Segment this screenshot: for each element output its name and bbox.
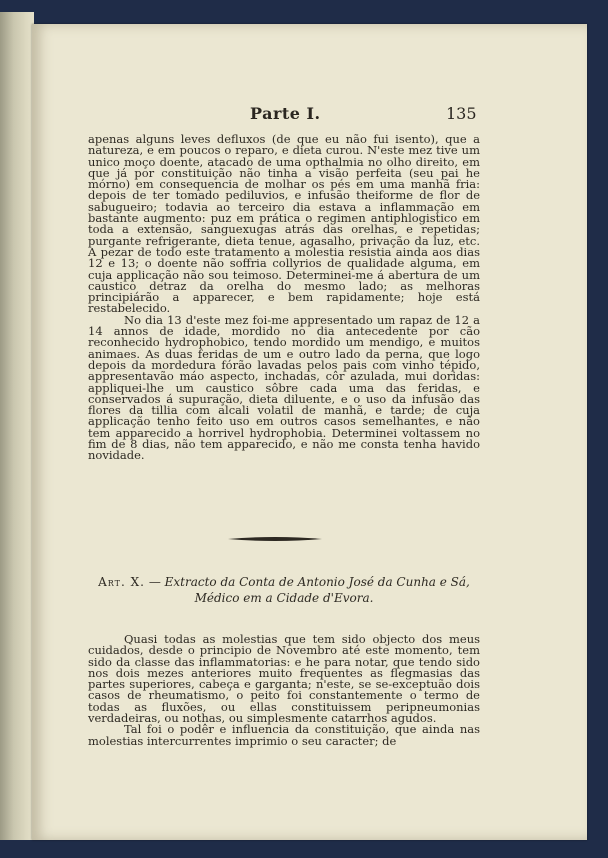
section-title: Parte I. xyxy=(250,104,321,123)
running-header xyxy=(32,104,587,126)
paragraph-opthalmia-case: apenas alguns leves defluxos (de que eu não fui isento), que a natureza, e em poucos o reparo, e dieta curou. N'este mez tive um unico moço doente, atacado de uma opthalmia no olho direito, em que já por constituição não tinha a visão perfeita (seu pai he mórno) em consequencia de molhar os pés em uma manhã fria: depois de ter tomado pediluvios, e infusão theiforme de flor de sabugueiro; todavia ao terceiro dia estava a inflammação em bastante augmento: puz em prática o regimen antiphlogistico em toda a extensão, sanguexugas atrás das orelhas, e repetidas; purgante refrigerante, dieta tenue, agasalho, privação da luz, etc. A pezar de todo este tratamento a molestia resistia ainda aos dias 12 e 13; o doente não soffria collyrios de qualidade alguma, em cuja applicação não sou teimoso. Determinei-me á abertura de um caustico detraz da orelha do mesmo lado; as melhoras principiárão a apparecer, e bem rapidamente; hoje está restabelecido. xyxy=(88,132,480,316)
main-text-top xyxy=(88,134,480,462)
article-title-line1: — Extracto da Conta de Antonio José da Cunha e Sá, xyxy=(148,575,470,589)
main-text-bottom xyxy=(88,634,480,747)
paragraph-inflammatory-diseases: Quasi todas as molestias que tem sido objecto dos meus cuidados, desde o principio de Novembro até este momento, tem sido da classe das inflammatorias: e he para notar, que tendo sido nos dois mezes anteriores muito frequentes as flegmasias das partes superiores, cabeça e garganta; n'este, se se-exceptuão dois casos de rheumatismo, o peito foi constantemente o termo de todas as fluxões, ou ellas constituissem peripneumonias verdadeiras, ou nothas, ou simplesmente catarrhos agudos. xyxy=(88,632,480,726)
article-heading xyxy=(88,574,480,606)
previous-page-edge xyxy=(0,12,34,840)
article-title-line2: Médico em a Cidade d'Evora. xyxy=(194,591,374,605)
book-page xyxy=(32,24,587,840)
page-number: 135 xyxy=(446,104,477,123)
paragraph-constitution-influence: Tal foi o podêr e influencia da constituição, que ainda nas molestias intercurrentes imprimio o seu caracter; de xyxy=(88,722,480,748)
paragraph-hydrophobia-case: No dia 13 d'este mez foi-me appresentado um rapaz de 12 a 14 annos de idade, mordido no dia antecedente por cão reconhecido hydrophobico, tendo mordido um mendigo, e muitos animaes. As duas feridas de um e outro lado da perna, que logo depois da mordedura fórão lavadas pelos pais com vinho tépido, appresentavão máo aspecto, inchadas, côr azulada, mui doridas: appliquei-lhe um caustico sôbre cada uma das feridas, e conservados á supuração, dieta diluente, e o uso da infusão das flores da tillia com alcali volatil de manhã, e tarde; de cuja applicação tenho feito uso em outros casos semelhantes, e não tem apparecido a horrivel hydrophobia. Determinei voltassem no fim de 8 dias, não tem apparecido, e não me consta tenha havido novidade. xyxy=(88,312,480,463)
ornamental-divider xyxy=(228,536,322,542)
article-label: Art. X. xyxy=(98,575,145,589)
